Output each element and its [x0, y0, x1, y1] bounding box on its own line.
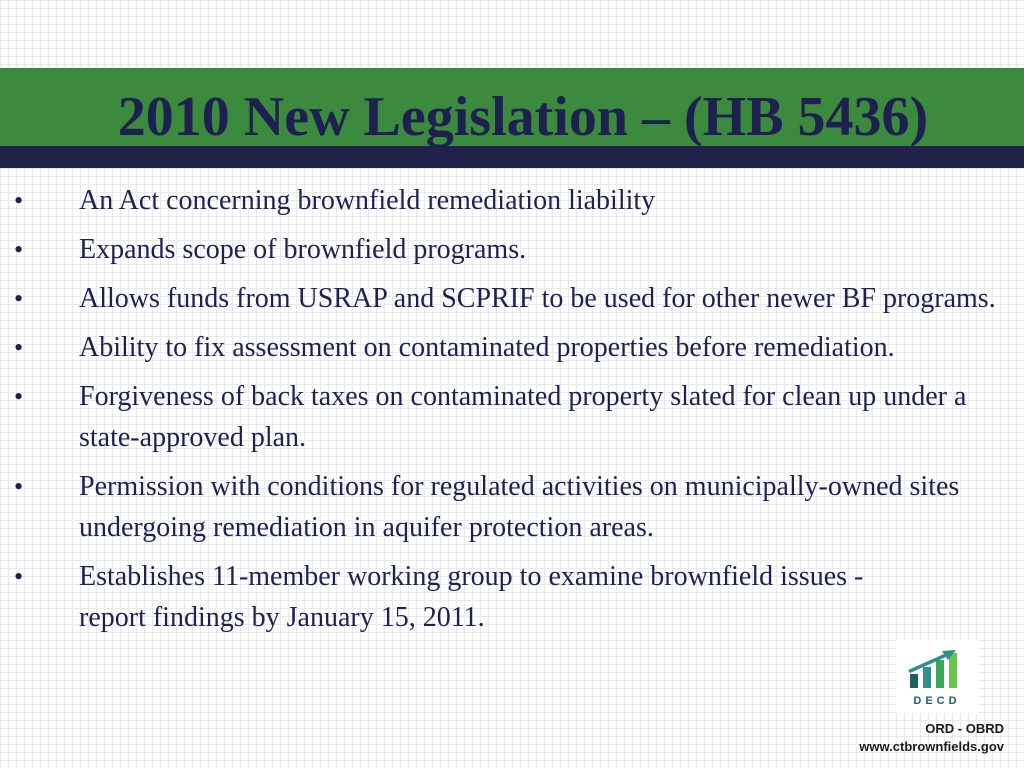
bullet-list [0, 180, 1024, 638]
bullet-item [0, 278, 1024, 319]
bullet-icon: • [14, 472, 24, 501]
bullet-icon: • [14, 186, 24, 215]
bullet-text: Expands scope of brownfield programs. [79, 234, 527, 265]
bullet-icon: • [14, 562, 24, 591]
logo-bar-2 [923, 667, 931, 688]
bullet-item [0, 180, 1024, 221]
logo-bar-3 [936, 660, 944, 688]
logo-text: DECD [913, 695, 961, 707]
bullet-text: Permission with conditions for regulated activities on municipally-owned sites undergoing remediation in aquifer protection areas. [79, 471, 960, 543]
bullet-icon: • [14, 382, 24, 411]
footer-url: www.ctbrownfields.gov [859, 739, 1004, 754]
bullet-item [0, 327, 1024, 368]
bullet-text: Ability to fix assessment on contaminated properties before remediation. [79, 332, 895, 363]
footer-org: ORD - OBRD [925, 721, 1004, 736]
bullet-text: Forgiveness of back taxes on contaminated property slated for clean up under a state-approved plan. [79, 381, 967, 453]
bullet-item [0, 466, 1024, 548]
bullet-icon: • [14, 333, 24, 362]
slide-title: 2010 New Legislation – (HB 5436) [117, 86, 929, 148]
decd-logo [896, 640, 978, 714]
logo-bar-4 [949, 653, 957, 688]
bullet-item [0, 229, 1024, 270]
bullet-item [0, 376, 1024, 458]
logo-bar-1 [910, 674, 918, 688]
bullet-text: Establishes 11-member working group to examine brownfield issues - report findings by January 15, 2011. [79, 561, 864, 633]
bullet-icon: • [14, 284, 24, 313]
bullet-text: Allows funds from USRAP and SCPRIF to be used for other newer BF programs. [79, 283, 996, 314]
bullet-text: An Act concerning brownfield remediation liability [79, 185, 656, 216]
bullet-icon: • [14, 235, 24, 264]
bullet-item [0, 556, 1024, 638]
footer [859, 720, 1004, 756]
